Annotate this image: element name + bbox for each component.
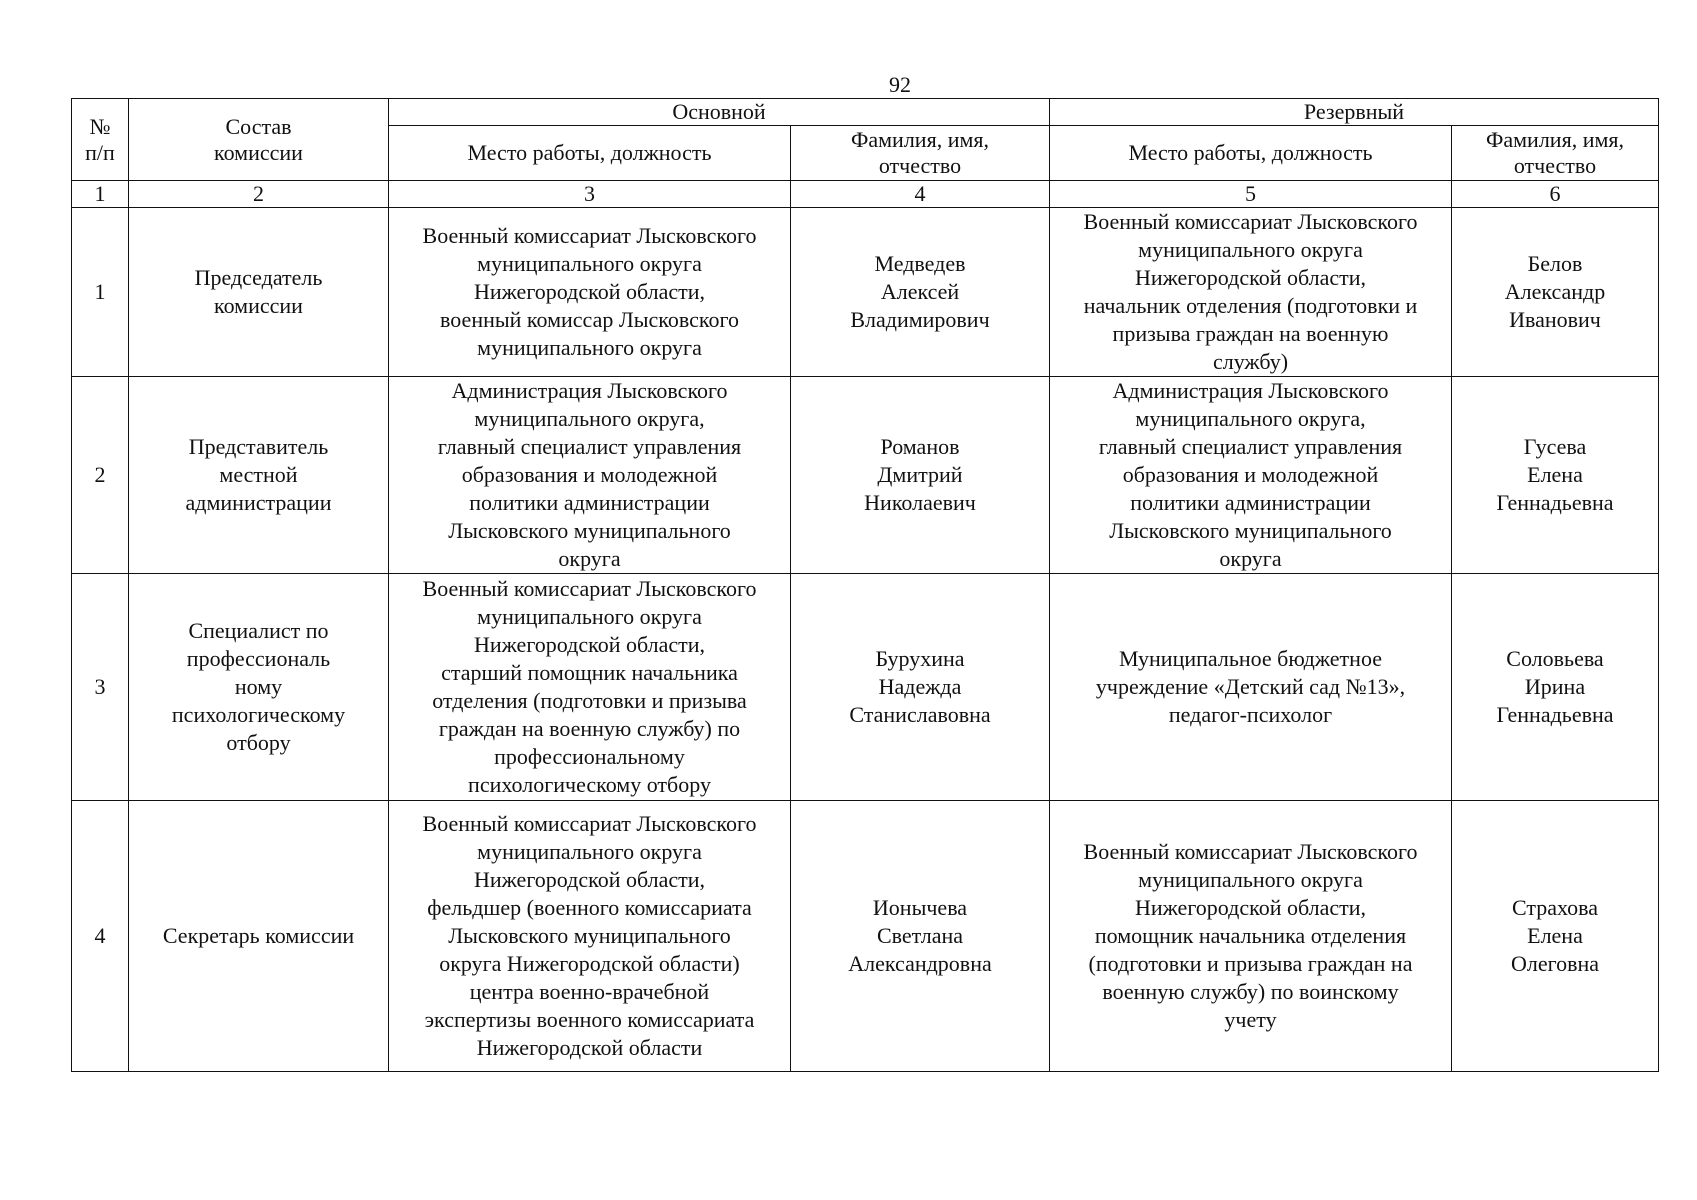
table-row — [72, 377, 1659, 574]
column-number: 5 — [1050, 181, 1452, 208]
reserve-fio-cell: Гусева Елена Геннадьевна — [1452, 377, 1659, 574]
table-row — [72, 574, 1659, 801]
main-workplace-cell: Администрация Лысковского муниципального округа, главный специалист управления образования и молодежной политики администрации Лысковского муниципального округа — [389, 377, 791, 574]
reserve-workplace-cell: Военный комиссариат Лысковского муниципального округа Нижегородской области, начальник отделения (подготовки и призыва граждан на военную службу) — [1050, 208, 1452, 377]
column-number-row — [72, 181, 1659, 208]
role-cell: Председатель комиссии — [129, 208, 389, 377]
main-fio-cell: Бурухина Надежда Станиславовна — [791, 574, 1050, 801]
table-row — [72, 208, 1659, 377]
column-number: 3 — [389, 181, 791, 208]
reserve-fio-cell: Страхова Елена Олеговна — [1452, 801, 1659, 1072]
page-number: 92 — [889, 72, 911, 97]
header-reserve: Резервный — [1050, 99, 1659, 126]
column-number: 4 — [791, 181, 1050, 208]
column-number: 6 — [1452, 181, 1659, 208]
header-main-workplace: Место работы, должность — [389, 126, 791, 181]
reserve-fio-cell: Соловьева Ирина Геннадьевна — [1452, 574, 1659, 801]
role-cell: Представитель местной администрации — [129, 377, 389, 574]
header-reserve-fio: Фамилия, имя, отчество — [1452, 126, 1659, 181]
main-workplace-cell: Военный комиссариат Лысковского муниципального округа Нижегородской области, военный комиссар Лысковского муниципального округа — [389, 208, 791, 377]
row-number: 2 — [72, 377, 129, 574]
row-number: 3 — [72, 574, 129, 801]
role-cell: Специалист по профессиональ ному психологическому отбору — [129, 574, 389, 801]
reserve-workplace-cell: Администрация Лысковского муниципального округа, главный специалист управления образования и молодежной политики администрации Лысковского муниципального округа — [1050, 377, 1452, 574]
main-fio-cell: Ионычева Светлана Александровна — [791, 801, 1050, 1072]
main-workplace-cell: Военный комиссариат Лысковского муниципального округа Нижегородской области, фельдшер (военного комиссариата Лысковского муниципального округа Нижегородской области) центра военно-врачебной экспертизы военного комиссариата Нижегородской области — [389, 801, 791, 1072]
reserve-fio-cell: Белов Александр Иванович — [1452, 208, 1659, 377]
main-fio-cell: Медведев Алексей Владимирович — [791, 208, 1050, 377]
column-number: 1 — [72, 181, 129, 208]
commission-table — [71, 98, 1659, 1072]
header-main: Основной — [389, 99, 1050, 126]
table-row — [72, 801, 1659, 1072]
header-composition: Состав комиссии — [129, 99, 389, 181]
header-main-fio: Фамилия, имя, отчество — [791, 126, 1050, 181]
row-number: 4 — [72, 801, 129, 1072]
main-workplace-cell: Военный комиссариат Лысковского муниципального округа Нижегородской области, старший помощник начальника отделения (подготовки и призыва граждан на военную службу) по профессиональному психологическому отбору — [389, 574, 791, 801]
header-reserve-workplace: Место работы, должность — [1050, 126, 1452, 181]
main-fio-cell: Романов Дмитрий Николаевич — [791, 377, 1050, 574]
row-number: 1 — [72, 208, 129, 377]
reserve-workplace-cell: Военный комиссариат Лысковского муниципального округа Нижегородской области, помощник начальника отделения (подготовки и призыва граждан на военную службу) по воинскому учету — [1050, 801, 1452, 1072]
header-num: № п/п — [72, 99, 129, 181]
column-number: 2 — [129, 181, 389, 208]
role-cell: Секретарь комиссии — [129, 801, 389, 1072]
table-header — [72, 99, 1659, 208]
reserve-workplace-cell: Муниципальное бюджетное учреждение «Детский сад №13», педагог-психолог — [1050, 574, 1452, 801]
